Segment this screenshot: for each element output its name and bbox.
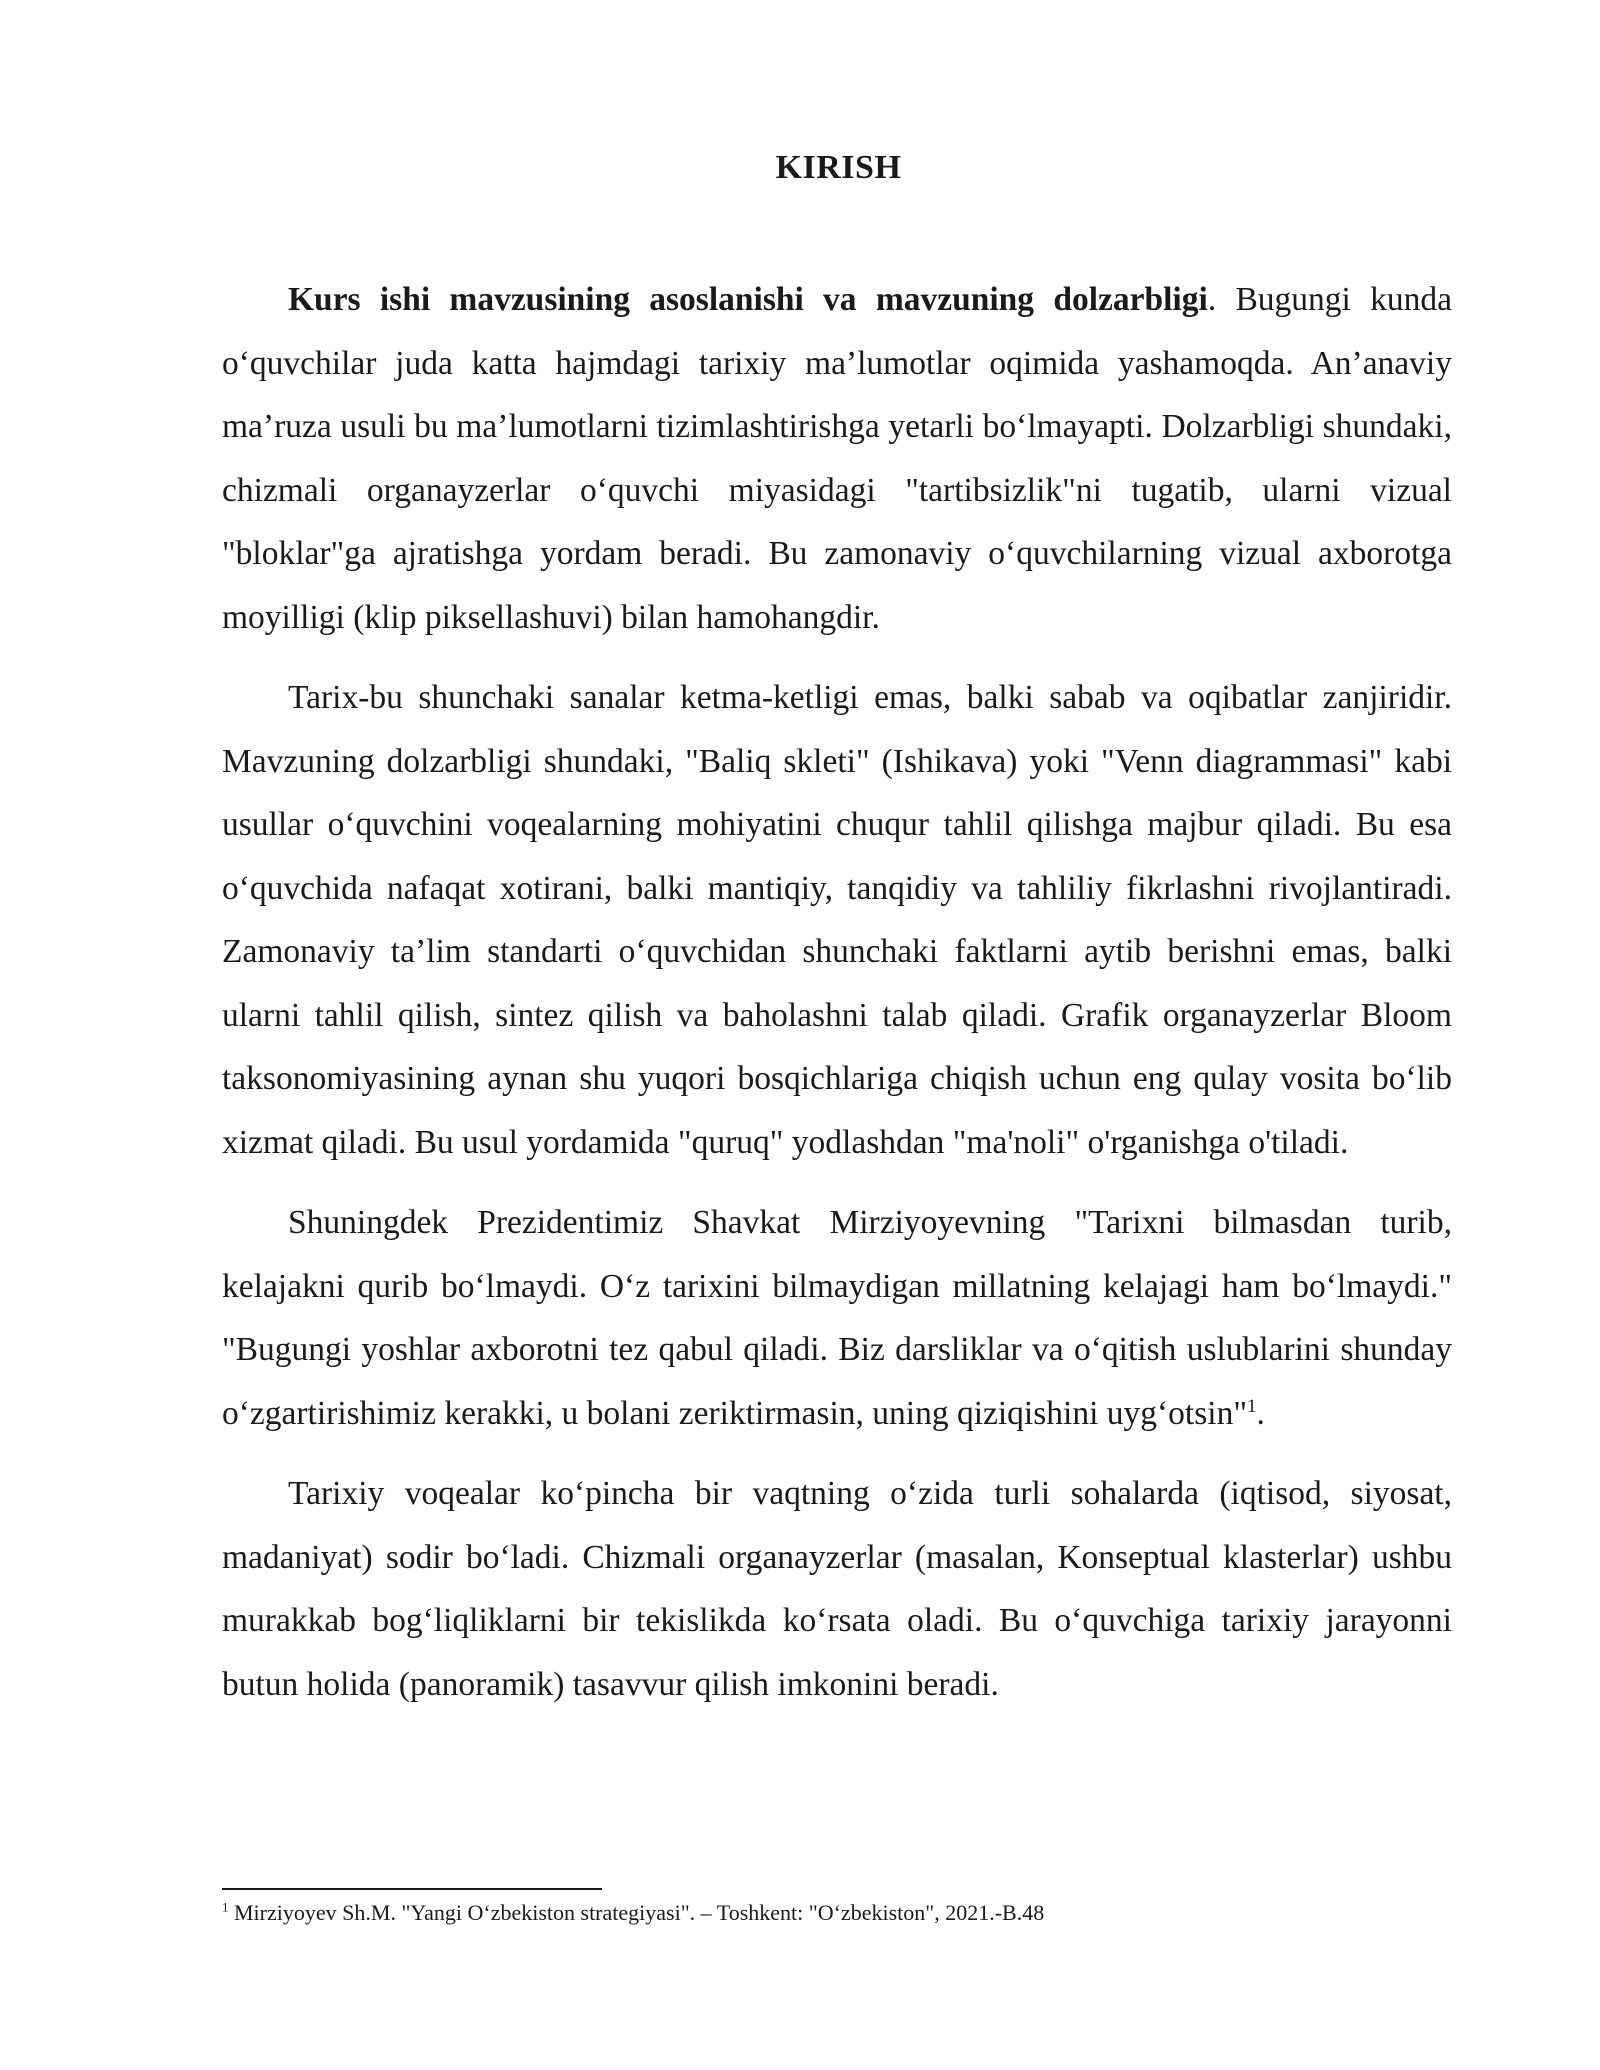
- footnote-separator: [222, 1888, 602, 1890]
- paragraph-3: [222, 1191, 1452, 1445]
- paragraph-1-bold-lead: Kurs ishi mavzusining asoslanishi va mavzuning dolzarbligi: [288, 281, 1208, 318]
- paragraph-1: [222, 268, 1452, 649]
- footnote-text: Mirziyoyev Sh.M. "Yangi O‘zbekiston strategiyasi". – Toshkent: "O‘zbekiston", 2021.-B.48: [228, 1900, 1045, 1925]
- paragraph-3-text: Shuningdek Prezidentimiz Shavkat Mirziyoyevning "Tarixni bilmasdan turib, kelajakni qurib bo‘lmaydi. O‘z tarixini bilmaydigan millatning kelajagi ham bo‘lmaydi." "Bugungi yoshlar axborotni tez qabul qiladi. Biz darsliklar va o‘qitish uslublarini shunday o‘zgartirishimiz kerakki, u bolani zeriktirmasin, uning qiziqishini uyg‘otsin": [222, 1204, 1452, 1432]
- footnote-reference[interactable]: 1: [1247, 1395, 1257, 1417]
- body-text: [222, 268, 1452, 1716]
- footnote-mark: 1: [222, 1899, 229, 1915]
- page-title: KIRISH: [775, 149, 902, 186]
- paragraph-4: Tarixiy voqealar ko‘pincha bir vaqtning o‘zida turli sohalarda (iqtisod, siyosat, madaniyat) sodir bo‘ladi. Chizmali organayzerlar (masalan, Konseptual klasterlar) ushbu murakkab bog‘liqliklarni bir tekislikda ko‘rsata oladi. Bu o‘quvchiga tarixiy jarayonni butun holida (panoramik) tasavvur qilish imkonini beradi.: [222, 1475, 1452, 1703]
- paragraph-2: Tarix-bu shunchaki sanalar ketma-ketligi emas, balki sabab va oqibatlar zanjiridir. Mavzuning dolzarbligi shundaki, "Baliq skleti" (Ishikava) yoki "Venn diagrammasi" kabi usullar o‘quvchini voqealarning mohiyatini chuqur tahlil qilishga majbur qiladi. Bu esa o‘quvchida nafaqat xotirani, balki mantiqiy, tanqidiy va tahliliy fikrlashni rivojlantiradi. Zamonaviy ta’lim standarti o‘quvchidan shunchaki faktlarni aytib berishni emas, balki ularni tahlil qilish, sintez qilish va baholashni talab qiladi. Grafik organayzerlar Bloom taksonomiyasining aynan shu yuqori bosqichlariga chiqish uchun eng qulay vosita bo‘lib xizmat qiladi. Bu usul yordamida "quruq" yodlashdan "ma'noli" o'rganishga o'tiladi.: [222, 679, 1452, 1161]
- paragraph-3-end: .: [1256, 1394, 1265, 1432]
- footnote: [222, 1898, 1452, 1928]
- paragraph-1-text: . Bugungi kunda o‘quvchilar juda katta hajmdagi tarixiy ma’lumotlar oqimida yashamoqda. An’anaviy ma’ruza usuli bu ma’lumotlarni tizimlashtirishga yetarli bo‘lmayapti. Dolzarbligi shundaki, chizmali organayzerlar o‘quvchi miyasidagi "tartibsizlik"ni tugatib, ularni vizual "bloklar"ga ajratishga yordam beradi. Bu zamonaviy o‘quvchilarning vizual axborotga moyilligi (klip piksellashuvi) bilan hamohangdir.: [222, 281, 1452, 636]
